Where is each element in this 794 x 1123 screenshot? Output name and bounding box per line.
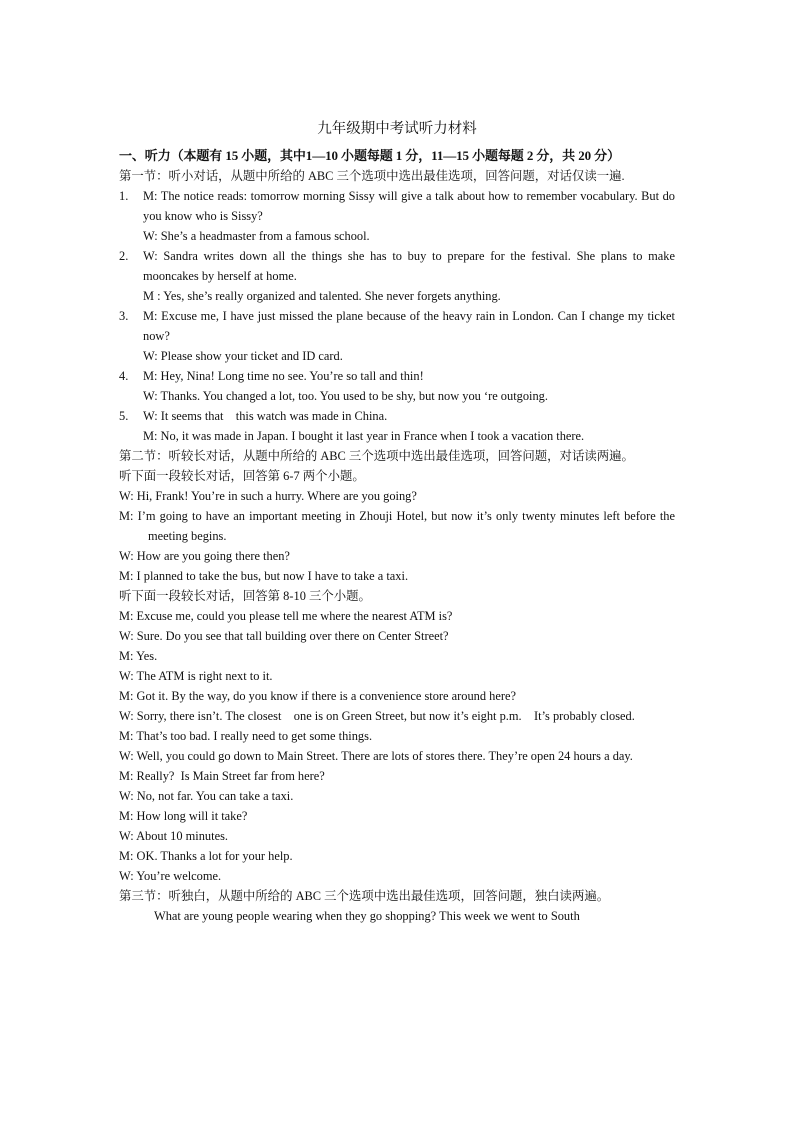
dialogue2 — [119, 606, 675, 886]
item-number: 5. — [119, 409, 129, 423]
dialogue-line: M: That’s too bad. I really need to get some things. — [119, 729, 373, 743]
dialogue-line: W: The ATM is right next to it. — [119, 669, 273, 683]
dialogue-line: W: You’re welcome. — [119, 869, 222, 883]
part1-instruction: 第一节：听小对话，从题中所给的 ABC 三个选项中选出最佳选项，回答问题，对话仅读一遍. — [119, 169, 625, 183]
dialogue2-intro: 听下面一段较长对话，回答第 8-10 三个小题。 — [119, 589, 371, 603]
dialogue-line: W: About 10 minutes. — [119, 829, 228, 843]
list-item — [119, 186, 675, 246]
dialogue-line: W: Sorry, there isn’t. The closest one is on Green Street, but now it’s eight p.m. It’s probably closed. — [119, 709, 635, 723]
dialogue-line: M: How long will it take? — [119, 809, 248, 823]
dialogue-line: W: Please show your ticket and ID card. — [143, 349, 343, 363]
dialogue-line: M: I planned to take the bus, but now I have to take a taxi. — [119, 569, 409, 583]
dialogue1 — [119, 486, 675, 586]
part3-instruction: 第三节：听独白，从题中所给的 ABC 三个选项中选出最佳选项，回答问题，独白读两遍。 — [119, 889, 610, 903]
monologue-text: What are young people wearing when they go shopping? This week we went to South — [154, 909, 580, 923]
dialogue-line: M: The notice reads: tomorrow morning Sissy will give a talk about how to remember vocabulary. But do you know who is Sissy? — [143, 189, 675, 223]
dialogue-line: M: No, it was made in Japan. I bought it last year in France when I took a vacation there. — [143, 429, 585, 443]
item-number: 4. — [119, 369, 129, 383]
dialogue-line: W: Hi, Frank! You’re in such a hurry. Where are you going? — [119, 489, 417, 503]
list-item — [119, 246, 675, 306]
dialogue-line: M : Yes, she’s really organized and talented. She never forgets anything. — [143, 289, 501, 303]
item-number: 2. — [119, 249, 129, 263]
dialogue-line: M: OK. Thanks a lot for your help. — [119, 849, 293, 863]
dialogue-line: M: Excuse me, I have just missed the plane because of the heavy rain in London. Can I change my ticket now? — [143, 309, 675, 343]
list-item — [119, 306, 675, 366]
dialogue-line: W: Sure. Do you see that tall building over there on Center Street? — [119, 629, 449, 643]
page-title: 九年级期中考试听力材料 — [317, 121, 477, 137]
list-item — [119, 406, 675, 446]
dialogue1-intro: 听下面一段较长对话，回答第 6-7 两个小题。 — [119, 469, 365, 483]
dialogue-line: W: No, not far. You can take a taxi. — [119, 789, 294, 803]
dialogue-line: W: Sandra writes down all the things she has to buy to prepare for the festival. She plans to make mooncakes by herself at home. — [143, 249, 675, 283]
dialogue-line: W: Thanks. You changed a lot, too. You used to be shy, but now you ‘re outgoing. — [143, 389, 548, 403]
dialogue-line: W: She’s a headmaster from a famous school. — [143, 229, 370, 243]
part2-instruction: 第二节：听较长对话，从题中所给的 ABC 三个选项中选出最佳选项，回答问题，对话读两遍。 — [119, 449, 634, 463]
item-number: 1. — [119, 189, 129, 203]
dialogue-line: W: Well, you could go down to Main Street. There are lots of stores there. They’re open 24 hours a day. — [119, 749, 633, 763]
section-heading: 一、听力（本题有 15 小题，其中1—10 小题每题 1 分，11—15 小题每题 2 分，共 20 分） — [119, 148, 620, 163]
part1-item-list — [119, 186, 675, 446]
dialogue-line: W: It seems that this watch was made in China. — [143, 409, 388, 423]
list-item — [119, 366, 675, 406]
dialogue-line: M: Excuse me, could you please tell me where the nearest ATM is? — [119, 609, 453, 623]
item-number: 3. — [119, 309, 129, 323]
dialogue-line: M: Yes. — [119, 649, 158, 663]
dialogue-line: M: I’m going to have an important meeting in Zhouji Hotel, but now it’s only twenty minutes left before the meeting begins. — [119, 509, 675, 543]
dialogue-line: M: Hey, Nina! Long time no see. You’re so tall and thin! — [143, 369, 424, 383]
dialogue-line: M: Really? Is Main Street far from here? — [119, 769, 325, 783]
dialogue-line: W: How are you going there then? — [119, 549, 290, 563]
document-page — [119, 118, 675, 926]
dialogue-line: M: Got it. By the way, do you know if there is a convenience store around here? — [119, 689, 516, 703]
